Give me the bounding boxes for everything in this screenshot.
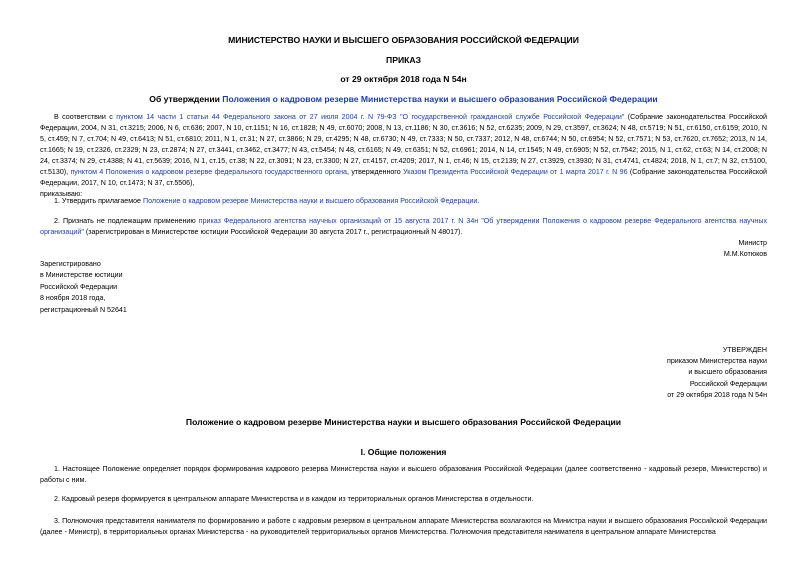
- intro-paragraph: [40, 112, 767, 200]
- approval-line-3: и высшего образования: [688, 368, 767, 377]
- registration-block: [40, 259, 127, 316]
- intro-text-1: В соответствии с: [54, 113, 117, 121]
- intro-order-word: приказываю:: [40, 190, 83, 198]
- item-2: [40, 216, 767, 238]
- signature-block: [724, 238, 767, 260]
- regulation-link[interactable]: Положения о кадровом резерве Министерства науки и высшего образования Российской Федерации: [222, 94, 658, 104]
- registration-line-3: Российской Федерации: [40, 282, 118, 291]
- registration-line-1: Зарегистрировано: [40, 260, 101, 268]
- ministry-heading: МИНИСТЕРСТВО НАУКИ И ВЫСШЕГО ОБРАЗОВАНИЯ РОССИЙСКОЙ ФЕДЕРАЦИИ: [228, 35, 579, 45]
- regulation-title: Положение о кадровом резерве Министерства науки и высшего образования Российской Федерации: [185, 417, 622, 427]
- item-2-text-1: 2. Признать не подлежащим применению: [54, 217, 199, 225]
- presidential-decree-link[interactable]: Указом Президента Российской Федерации от 1 марта 2017 г. N 96: [403, 168, 628, 176]
- regulation-paragraph-3: 3. Полномочия представителя нанимателя по формированию и работе с кадровым резервом в центральном аппарате Министерства возлагаются на Министра науки и высшего образования Российской Федерации (далее - Министр), в территориальных органах Министерства - на руководителей территориальных органов Министерства. Полномочия представителя нанимателя в центральном аппарате Министерства: [40, 517, 767, 536]
- order-heading: ПРИКАЗ: [386, 55, 421, 65]
- order-date: от 29 октября 2018 года N 54н: [340, 74, 467, 84]
- fano-order-link[interactable]: приказ Федерального агентства научных организаций от 15 августа 2017 г. N 34н "Об утверждении Положения о кадровом резерве Федерального агентства научных организаций": [40, 217, 767, 236]
- intro-text-4: (Собрание законодательства Российской Федерации, 2017, N 10, ст.1473; N 37, ст.5506),: [40, 168, 767, 187]
- intro-text-2: (Собрание законодательства Российской Федерации, 2004, N 31, ст.3215; 2006, N 6, ст.636; 2007, N 10, ст.1151; N 16, ст.1828; N 49, ст.6070; 2008, N 13, ст.1186; N 30, ст.3616; N 52, ст.6235; 2009, N 29, ст.3597, ст.3624; N 48, ст.5719; N 51, ст.6150, ст.6159; 2010, N 5, ст.459; N 7, ст.704; N 49, ст.6413; N 51, ст.6810; 2011, N 1, ст.31; N 27, ст.3866; N 29, ст.4295; N 48, ст.6730; N 49, ст.7333; N 50, ст.7337; 2012, N 48, ст.6744; N 50, ст.6954; N 52, ст.7571; N 53, ст.7620, ст.7652; 2013, N 14, ст.1665; N 19, ст.2326, ст.2329; N 23, ст.2874; N 27, ст.3441, ст.3462, ст.3477; N 43, ст.5454; N 48, ст.6165; N 49, ст.6351; N 52, ст.6961; 2014, N 14, ст.1545; N 49, ст.6905; N 52, ст.7542; 2015, N 1, ст.62, ст.63; N 14, ст.2008; N 24, ст.3374; N 29, ст.4388; N 41, ст.5639; 2016, N 1, ст.15, ст.38; N 22, ст.3091; N 23, ст.3300; N 27, ст.4157, ст.4209; 2017, N 1, ст.46; N 15, ст.2139; N 27, ст.3929, ст.3930; N 31, ст.4741, ст.4824; 2018, N 1, ст.7; N 32, ст.5100, ст.5130),: [40, 113, 768, 176]
- regulation-paragraph-1: 1. Настоящее Положение определяет порядок формирования кадрового резерва Министерства науки и высшего образования Российской Федерации (далее соответственно - кадровый резерв, Министерство) и работы с ним.: [40, 465, 767, 484]
- section-title: I. Общие положения: [360, 447, 447, 457]
- item-1-text-2: .: [477, 197, 480, 205]
- approval-line-5: от 29 октября 2018 года N 54н: [667, 390, 767, 399]
- approved-regulation-link[interactable]: Положение о кадровом резерве Министерства науки и высшего образования Российской Федерации: [142, 197, 478, 205]
- signature-position: Министр: [738, 239, 767, 247]
- approval-line-2: приказом Министерства науки: [667, 357, 767, 366]
- item-2-text-2: (зарегистрирован в Министерстве юстиции Российской Федерации 30 августа 2017 г., регистрационный N 48017).: [83, 228, 463, 236]
- approval-line-4: Российской Федерации: [689, 379, 767, 388]
- order-title-prefix: Об утверждении: [149, 94, 223, 104]
- item-1-text-1: 1. Утвердить прилагаемое: [54, 197, 143, 205]
- item-1: [40, 196, 781, 207]
- registration-line-2: в Министерстве юстиции: [40, 271, 123, 280]
- regulation-paragraph-2: 2. Кадровый резерв формируется в центральном аппарате Министерства и в каждом из территориальных органов Министерства в отдельности.: [54, 495, 534, 503]
- intro-text-3: , утвержденного: [346, 168, 404, 176]
- registration-line-4: 8 ноября 2018 года,: [40, 294, 106, 303]
- registration-line-5: регистрационный N 52641: [40, 305, 127, 314]
- federal-law-link[interactable]: пунктом 14 части 1 статьи 44 Федерального закона от 27 июля 2004 г. N 79-ФЗ "О государственной гражданской службе Российской Федерации": [116, 113, 625, 121]
- approval-stamp: [667, 345, 767, 401]
- reserve-regulation-link[interactable]: пунктом 4 Положения о кадровом резерве федерального государственного органа: [70, 168, 347, 176]
- approval-line-1: УТВЕРЖДЕН: [722, 346, 767, 354]
- order-title: [0, 94, 807, 105]
- signature-name: М.М.Котюков: [723, 250, 767, 258]
